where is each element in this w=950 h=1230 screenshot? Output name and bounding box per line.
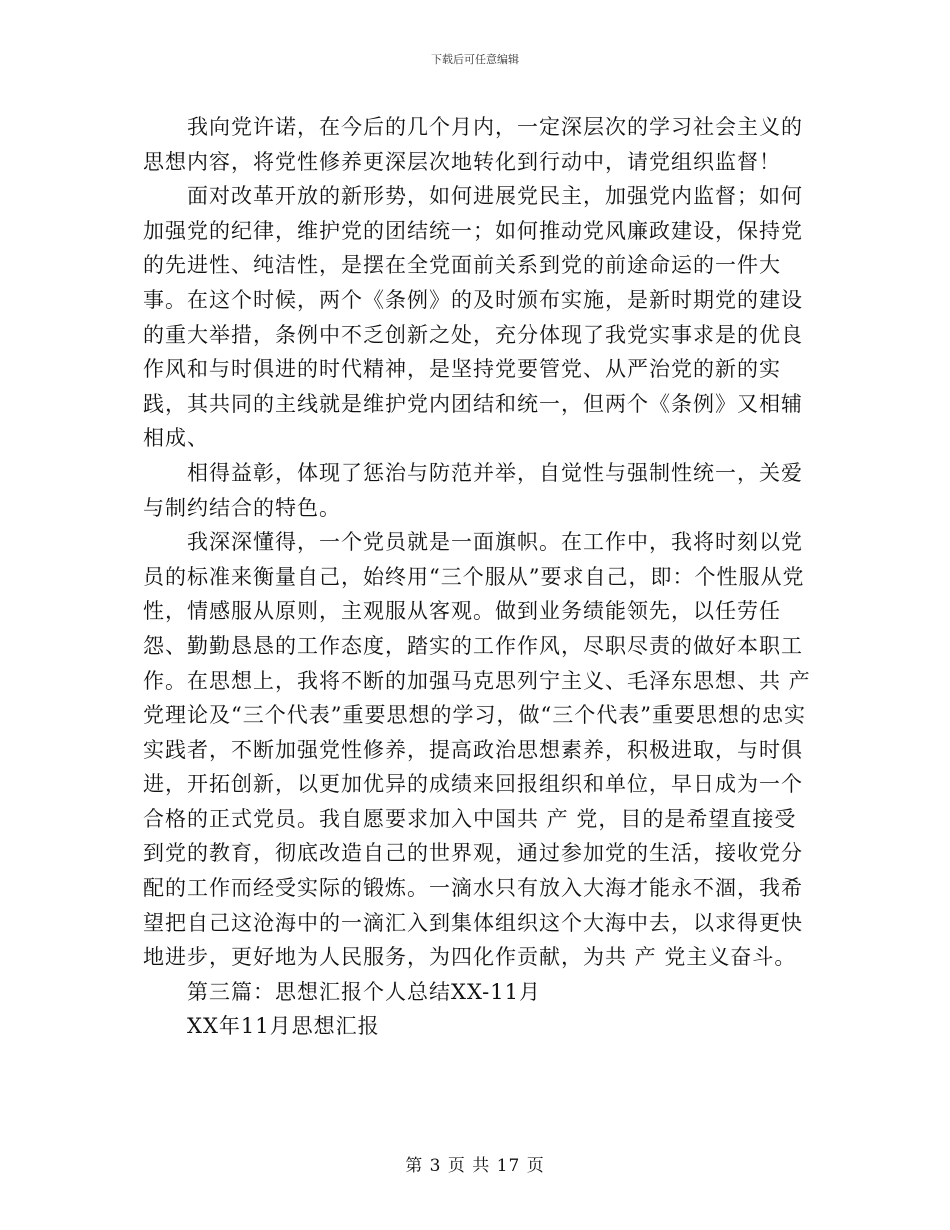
paragraph-reform-situation: 面对改革开放的新形势，如何进展党民主，加强党内监督；如何加强党的纪律，维护党的团结统一；如何推动党风廉政建设，保持党的先进性、纯洁性，是摆在全党面前关系到党的前途命运的一件大事。在这个时候，两个《条例》的及时颁布实施，是新时期党的建设的重大举措，条例中不乏创新之处，充分体现了我党实事求是的优良作风和与时俱进的时代精神，是坚持党要管党、从严治党的新的实践，其共同的主线就是维护党内团结和统一，但两个《条例》又相辅相成、 <box>143 184 803 451</box>
page-header-note: 下载后可任意编辑 <box>431 53 519 66</box>
section-heading-part-three: 第三篇：思想汇报个人总结XX-11月 <box>187 979 541 1004</box>
paragraph-pledge: 我向党许诺，在今后的几个月内，一定深层次的学习社会主义的思想内容，将党性修养更深层次地转化到行动中，请党组织监督！ <box>143 115 803 174</box>
paragraph-features: 相得益彰，体现了惩治与防范并举，自觉性与强制性统一，关爱与制约结合的特色。 <box>143 460 803 520</box>
paragraph-party-member: 我深深懂得，一个党员就是一面旗帜。在工作中，我将时刻以党员的标准来衡量自己，始终用“三个服从”要求自己，即：个性服从党性，情感服从原则，主观服从客观。做到业务绩能领先，以任劳任怨、勤勤恳恳的工作态度，踏实的工作作风，尽职尽责的做好本职工作。在思想上，我将不断的加强马克思列宁主义、毛泽东思想、共 产党理论及“三个代表”重要思想的学习，做“三个代表”重要思想的忠实实践者，不断加强党性修养，提高政治思想素养，积极进取，与时俱进，开拓创新，以更加优异的成绩来回报组织和单位，早日成为一个合格的正式党员。我自愿要求加入中国共 产 党，目的是希望直接受到党的教育，彻底改造自己的世界观，通过参加党的生活，接收党分配的工作而经受实际的锻炼。一滴水只有放入大海才能永不涸，我希望把自己这沧海中的一滴汇入到集体组织这个大海中去，以求得更快地进步，更好地为人民服务，为四化作贡献，为共 产 党主义奋斗。 <box>143 530 811 970</box>
page-footer-number: 第 3 页 共 17 页 <box>405 1156 545 1176</box>
section-subheading-report: XX年11月思想汇报 <box>187 1014 380 1039</box>
document-body <box>143 110 811 1044</box>
